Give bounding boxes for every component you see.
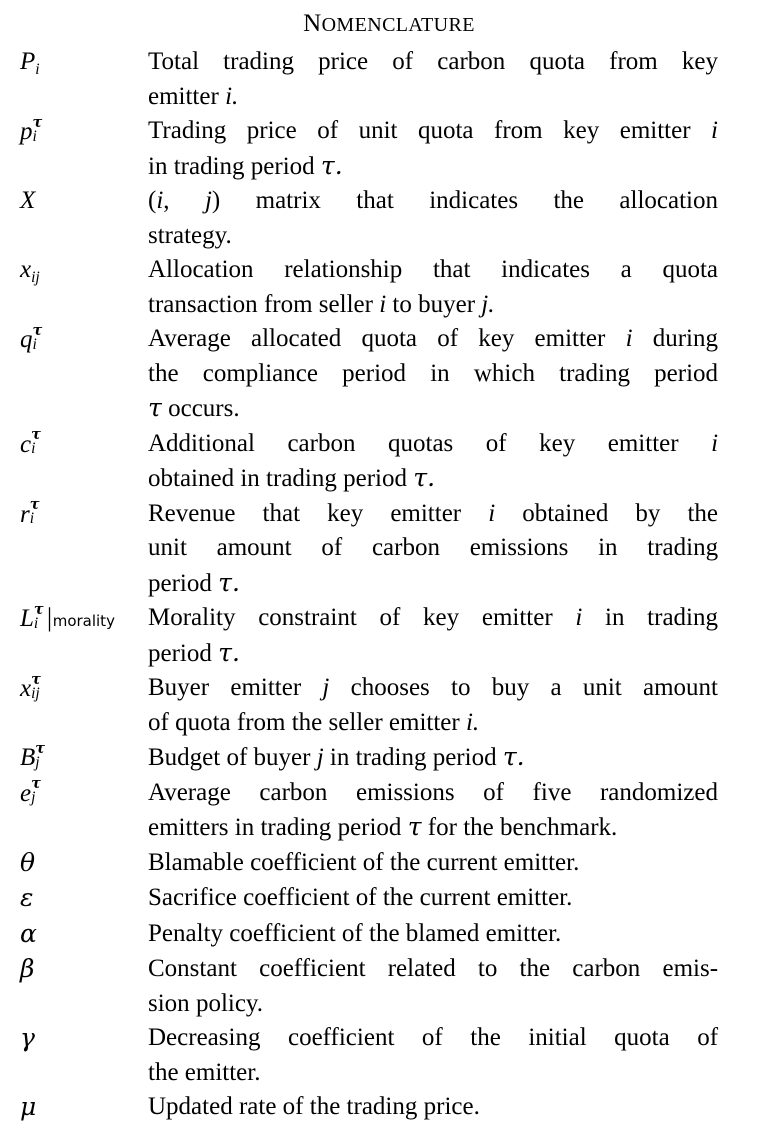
definition-line: Total trading price of carbon quota from key [148,48,719,75]
symbol-base: q [20,326,33,353]
symbol-subscript: i [32,335,37,353]
definition-line: emitter i. [148,82,239,110]
entry-symbol-cell [0,322,148,358]
inline-math: j [322,674,330,701]
entry-symbol [20,775,44,807]
entry-symbol-cell [0,1090,148,1126]
nomenclature-entry [0,497,778,602]
inline-math: τ. [502,742,525,771]
inline-math: j. [481,290,495,318]
entry-symbol [20,48,40,78]
symbol-subscript: i [35,60,40,78]
page-title [0,0,778,45]
entry-symbol [20,885,33,912]
nomenclature-entry [0,1021,778,1090]
entry-definition-cell [148,917,718,952]
inline-math: i [575,604,583,631]
nomenclature-entry [0,776,778,846]
definition-line: Penalty coefficient of the blamed emitter. [148,919,562,947]
definition-line: Budget of buyer j in trading period τ. [148,742,525,771]
entry-symbol-cell [0,671,148,707]
nomenclature-list [0,45,778,1126]
inline-math: i [711,429,719,457]
definition-line: Blamable coefficient of the current emitter. [148,848,580,876]
nomenclature-entry [0,45,778,114]
definition-line: obtained in trading period τ. [148,463,436,492]
symbol-base: θ [20,847,36,877]
entry-symbol-cell [0,881,148,917]
inline-math: τ. [413,463,436,492]
symbol-base: P [20,48,36,75]
symbol-base: r [20,500,30,528]
nomenclature-entry [0,952,778,1021]
symbol-base: μ [20,1092,37,1121]
definition-line: Allocation relationship that indicates a quota [148,256,719,283]
symbol-subscript: i [33,614,39,632]
entry-symbol-cell [0,45,148,80]
entry-symbol-cell [0,846,148,882]
entry-symbol [20,1094,36,1121]
symbol-subsup [35,739,48,771]
definition-line: strategy. [148,221,232,249]
symbol-superscript: τ [33,600,44,618]
definition-line: τ occurs. [148,393,240,422]
entry-definition-cell [148,952,718,1021]
definition-line: period τ. [148,637,240,667]
definition-line: Additional carbon quotas of key emitter i [148,429,719,457]
symbol-subsup [31,775,44,807]
symbol-subscript: i [29,510,35,528]
entry-definition-cell [148,1090,718,1125]
definition-line: the compliance period in which trading period [148,359,719,387]
symbol-subscript: j [35,753,40,771]
inline-math: τ. [218,567,240,597]
symbol-base: β [20,954,35,983]
symbol-base: L [20,605,34,632]
inline-math: j) [204,187,221,214]
entry-definition-cell [148,671,718,740]
definition-line: Decreasing coefficient of the initial quota of [148,1024,719,1051]
entry-definition-cell [148,45,718,114]
symbol-base: p [20,118,33,145]
entry-symbol [20,600,115,632]
entry-symbol-cell [0,1021,148,1057]
entry-symbol-cell [0,114,148,150]
entry-definition-cell [148,1021,718,1090]
definition-line: Revenue that key emitter i obtained by the [148,499,719,527]
definition-line: transaction from seller i to buyer j. [148,290,495,318]
entry-symbol [20,321,45,353]
inline-math: (i, [148,187,170,214]
nomenclature-entry [0,671,778,740]
entry-definition-cell [148,740,718,776]
nomenclature-entry [0,881,778,917]
inline-math: τ. [320,150,343,180]
symbol-base: α [20,918,37,948]
symbol-base: X [20,187,36,214]
symbol-subsup [33,600,47,632]
entry-symbol [20,1025,35,1052]
symbol-base: ε [20,883,34,912]
definition-line: Trading price of unit quota from key emitter i [148,117,718,144]
inline-math: j [316,744,324,771]
entry-definition-cell [148,253,718,322]
nomenclature-entry [0,601,778,671]
entry-symbol-cell [0,427,148,463]
entry-symbol-cell [0,917,148,953]
symbol-base: c [20,430,32,458]
nomenclature-entry [0,114,778,184]
page-title-rest: OMENCLATURE [321,14,475,36]
nomenclature-entry [0,184,778,253]
inline-math: i [488,499,496,527]
symbol-restriction-bar: | [46,603,53,632]
symbol-subsup [31,670,52,702]
definition-line: Morality constraint of key emitter i in trading [148,604,718,631]
symbol-base: γ [20,1023,35,1052]
symbol-base: B [20,744,36,771]
entry-symbol [20,670,52,702]
symbol-subsup [32,321,46,353]
page-title-first-letter: N [303,10,322,37]
inline-math: τ [148,393,162,422]
symbol-base: x [20,675,32,702]
inline-math: i [625,325,633,352]
inline-math: τ. [218,637,240,667]
entry-definition-cell [148,601,718,671]
symbol-subscript: i [31,440,36,458]
definition-line: in trading period τ. [148,150,343,180]
symbol-superscript: τ [32,113,43,131]
definition-line: the emitter. [148,1058,261,1086]
symbol-subscript: ij [31,684,40,702]
definition-line: of quota from the seller emitter i. [148,708,480,736]
entry-definition-cell [148,322,718,427]
inline-math: i [711,117,718,144]
entry-symbol-cell [0,776,148,812]
symbol-subsup [29,496,43,528]
symbol-base: x [20,256,32,283]
entry-definition-cell [148,497,718,602]
entry-symbol [20,426,44,458]
entry-definition-cell [148,776,718,846]
definition-line: unit amount of carbon emissions in trading [148,534,719,561]
entry-definition-cell [148,881,718,916]
symbol-subscript: i [32,127,37,145]
entry-symbol-cell [0,184,148,219]
definition-line: Updated rate of the trading price. [148,1093,480,1120]
nomenclature-entry [0,427,778,497]
entry-symbol [20,918,37,948]
entry-definition-cell [148,846,718,881]
symbol-subsup [31,426,44,458]
definition-line: Sacrifice coefficient of the current emitter. [148,884,573,911]
entry-symbol-cell [0,740,148,776]
symbol-superscript: τ [32,321,43,339]
symbol-subsup [32,113,46,145]
inline-math: i. [225,82,239,110]
symbol-superscript: τ [31,670,41,688]
definition-line: (i, j) matrix that indicates the allocation [148,187,718,214]
entry-symbol [20,113,45,145]
definition-line: Constant coefficient related to the carbon emis- [148,955,719,982]
entry-symbol [20,187,35,214]
symbol-subscript: j [31,789,36,807]
inline-math: τ [407,812,422,841]
symbol-base: e [20,779,32,807]
entry-definition-cell [148,427,718,497]
entry-symbol [20,256,40,286]
symbol-subscript: ij [31,268,40,286]
definition-line: sion policy. [148,989,264,1017]
nomenclature-entry [0,322,778,427]
symbol-restriction-label: morality [52,612,115,630]
definition-line: Average allocated quota of key emitter i during [148,325,718,352]
nomenclature-entry [0,1090,778,1126]
entry-symbol-cell [0,601,148,639]
entry-symbol [20,956,34,983]
definition-line: period τ. [148,567,240,597]
nomenclature-entry [0,917,778,953]
nomenclature-entry [0,253,778,322]
entry-symbol [20,847,36,877]
entry-symbol-cell [0,253,148,288]
entry-symbol [20,496,42,528]
entry-definition-cell [148,184,718,253]
symbol-superscript: τ [35,739,46,757]
nomenclature-entry [0,740,778,776]
entry-symbol-cell [0,952,148,988]
symbol-superscript: τ [31,775,41,793]
inline-math: i [379,290,387,318]
definition-line: Average carbon emissions of five randomized [148,778,718,806]
entry-definition-cell [148,114,718,184]
symbol-superscript: τ [29,496,40,514]
entry-symbol-cell [0,497,148,533]
definition-line: emitters in trading period τ for the benchmark. [148,812,618,841]
inline-math: i. [465,708,480,736]
nomenclature-entry [0,846,778,882]
definition-line: Buyer emitter j chooses to buy a unit amount [148,674,718,701]
symbol-superscript: τ [31,426,41,444]
